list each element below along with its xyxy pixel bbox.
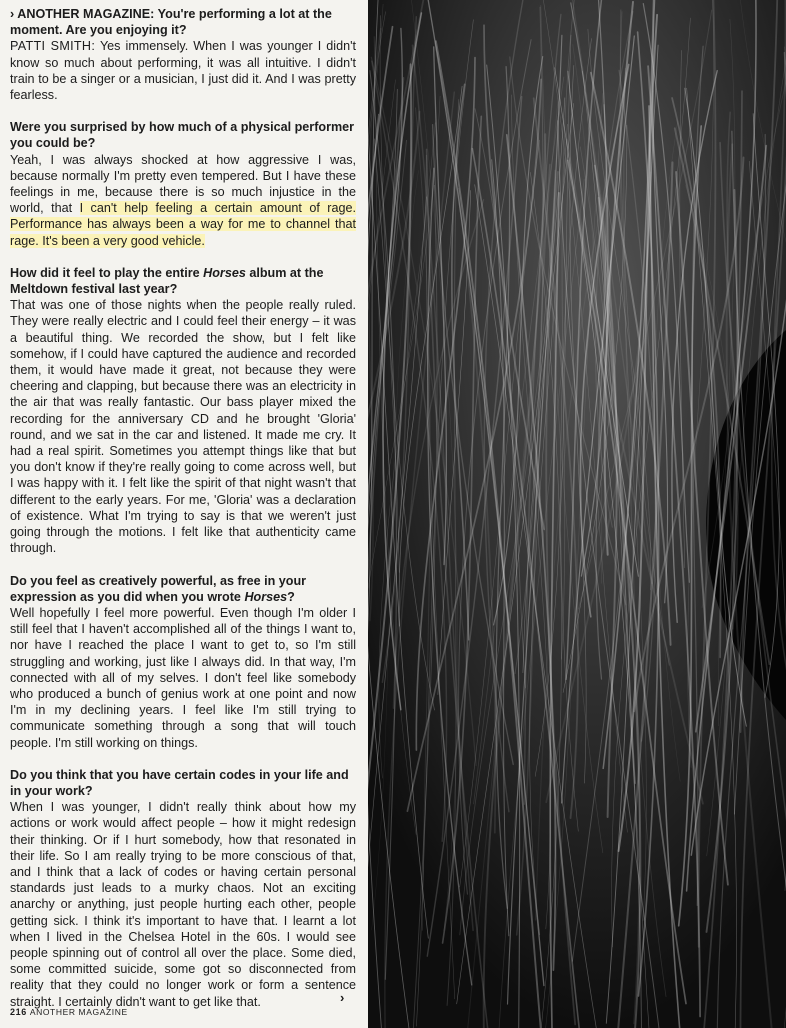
- q5-answer: When I was younger, I didn't really think about how my actions or work would affect people – how it might redesign their thinking. Or if I hurt somebody, how that resonated in their life. So I am really trying to be more conscious of that, and I think that a lack of codes or having certain personal standards just leads to a murky chaos. Not an exciting anarchy or anything, just people hurting each other, people getting sick. I think it's important to have that. I learnt a lot when I lived in the Chelsea Hotel in the 60s. I would see people spinning out of control all over the place. Some died, some committed suicide, some got so disconnected from reality that they could no longer work or form a sentence straight. I certainly didn't want to get like that.: [10, 800, 356, 1009]
- hair-photo-image: [368, 0, 786, 1028]
- interview-column: [10, 6, 356, 1026]
- q4-question-end: ?: [287, 589, 295, 604]
- interview-q2: [10, 119, 356, 249]
- intro-question: [10, 6, 356, 38]
- q2-answer-text: Yeah, I was always shocked at how aggressive I was, because normally I'm pretty even tempered. But I have these feelings in me, because there is so much injustice in the world, that: [10, 152, 356, 216]
- q3-album-title: Horses: [203, 265, 246, 280]
- page-footer: [10, 1007, 128, 1017]
- speaker-label: PATTI SMITH:: [10, 39, 96, 54]
- q2-highlighted-text: I can't help feeling a certain amount of rage. Performance has always been a way for me to channel that rage. It's been a very good vehicle.: [10, 201, 356, 248]
- interview-q5: [10, 767, 356, 1010]
- interview-q3: [10, 265, 356, 557]
- q4-album-title: Horses: [244, 589, 288, 604]
- q4-question: [10, 573, 356, 605]
- q3-answer: That was one of those nights when the people really ruled. They were really electric and I could feel their energy – it was a beautiful thing. We recorded the show, but I felt like somehow, if I could have captured the audience and recorded them, it would have made it great, not because they were cheering and clapping, but because there was an electricity in the air that was really fantastic. Our bass player mixed the recording for the anniversary CD and he brought 'Gloria' round, and we sat in the car and listened. It made me cry. It had a real spirit. Sometimes you attempt things like that but you don't know if they're really going to come across well, but I was happy with it. I felt like the spirit of that night wasn't that different to the early years. For me, 'Gloria' was a declaration of existence. What I'm trying to say is that we weren't just going through the motions. I felt like that authenticity came through.: [10, 298, 356, 556]
- footer-magazine-name: ANOTHER MAGAZINE: [29, 1007, 128, 1017]
- continue-arrow-icon: ›: [340, 990, 345, 1005]
- q2-question: Were you surprised by how much of a physical performer you could be?: [10, 120, 355, 151]
- interview-intro: [10, 6, 356, 103]
- intro-answer: [10, 38, 356, 103]
- q2-answer: [10, 152, 356, 249]
- q4-question-start: Do you feel as creatively powerful, as free in your expression as you did when you wrote: [10, 573, 307, 604]
- section-arrow-icon: ›: [10, 7, 15, 21]
- intro-question-text: You're performing a lot at the moment. Are you enjoying it?: [10, 7, 332, 38]
- q3-question-end: album at the Meltdown festival last year?: [10, 265, 324, 297]
- q5-question: Do you think that you have certain codes in your life and in your work?: [10, 767, 349, 798]
- q4-answer: Well hopefully I feel more powerful. Even though I'm older I still feel that I haven't accomplished all of the things I want to, nor have I reached the place I want to get to, so I'm still struggling and working, just like I always did. In that way, I'm connected with all of my selves. I don't feel like somebody who produced a bunch of genius work at one point and now I'm in my declining years. I feel like I'm still trying to communicate something through a song that will touch people. I'm still working on things.: [10, 605, 356, 750]
- q3-question-start: How did it feel to play the entire: [10, 265, 204, 280]
- interview-q4: [10, 573, 356, 751]
- magazine-label: ANOTHER MAGAZINE:: [17, 7, 155, 21]
- intro-answer-text: Yes immensely. When I was younger I didn't know so much about performing, it was all intuitive. I didn't train to be a singer or a musician, I just did it. And I was pretty fearless.: [10, 39, 356, 103]
- q3-question: [10, 265, 356, 297]
- page-number: 216: [10, 1007, 27, 1017]
- portrait-photo: [368, 0, 786, 1028]
